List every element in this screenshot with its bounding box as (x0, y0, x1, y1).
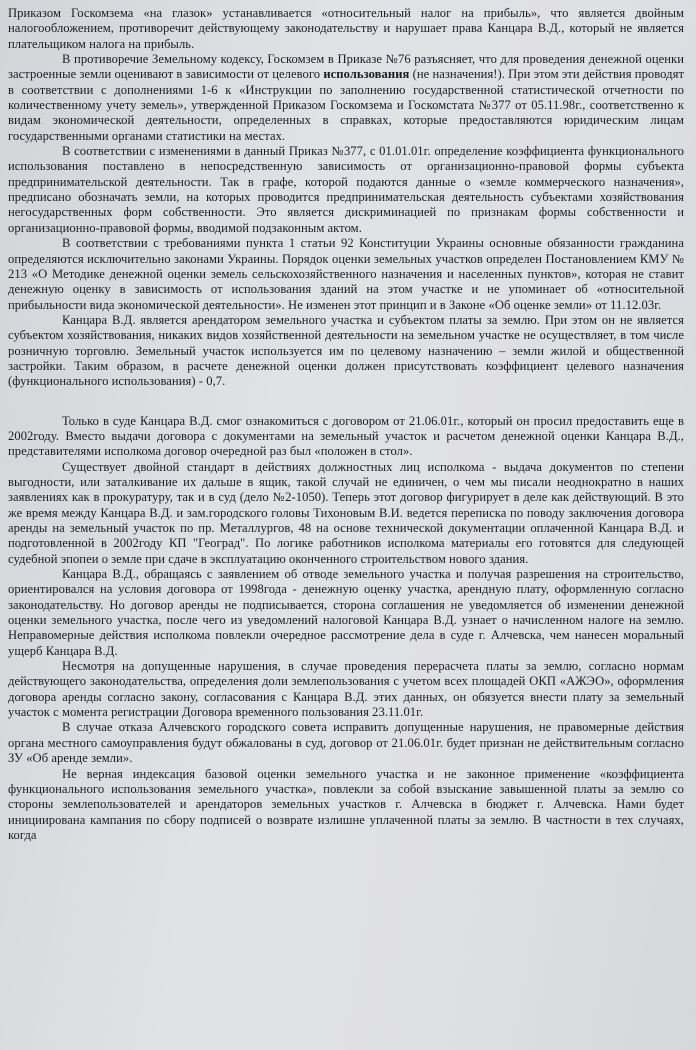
document-body (8, 6, 684, 843)
paragraph-4: В соответствии с требованиями пункта 1 статьи 92 Конституции Украины основные обязанности гражданина определяются исключительно законами Украины. Порядок оценки земельных участков определен Постановлением КМУ № 213 «О Методике денежной оценки земель сельскохозяйственного назначения и населенных пунктов», которая не ставит денежную оценку в зависимость от использования зданий на этом участке и не упоминает об «относительной прибыльности вида экономической деятельности». Не изменен этот принцип и в Законе «Об оценке земли» от 11.12.03г. (8, 236, 684, 312)
paragraph-2-bold-term: использования (323, 67, 410, 82)
paragraph-2 (8, 52, 684, 144)
paragraph-7: Существует двойной стандарт в действиях должностных лиц исполкома - выдача документов по степени выгодности, или заталкивание их дальше в ящик, такой случай не единичен, о чем мы писали неоднократно в наших заявлениях как в прокуратуру, так и в суд (дело №2-1050). Теперь этот договор фигурирует в деле как действующий. В это же время между Канцара В.Д. и зам.городского головы Тихоновым В.И. ведется переписка по поводу заключения договора аренды на земельный участок по пр. Металлургов, 48 на основе технической документации оплаченной Канцара В.Д. и подготовленной в 2002году КП "Геоград". По логике работников исполкома материалы его готовятся для следующей судебной эпопеи о земле при сдаче в эксплуатацию оконченного строительством нового здания. (8, 459, 684, 566)
paragraph-6: Только в суде Канцара В.Д. смог ознакомиться с договором от 21.06.01г., который он просил предоставить еще в 2002году. Вместо выдачи договора с документами на земельный участок и расчетом денежной оценки Канцара В.Д., представителями исполкома договор очередной раз был «положен в стол». (8, 413, 684, 459)
paragraph-9: Несмотря на допущенные нарушения, в случае проведения перерасчета платы за землю, согласно нормам действующего законодательства, определения доли землепользования с учетом всех площадей ОКП «АЖЭО», оформления договора аренды согласно закону, согласования с Канцара В.Д. этих данных, он обязуется внести плату за земельный участок с момента регистрации Договора временного пользования 23.11.01г. (8, 659, 684, 720)
paragraph-2-end: (не назначения!). При этом эти действия проводят в соответствии с дополнениями 1-6 к «Инструкции по заполнению государственной статистической отчетности по количественному учету земель», утвержденной Приказом Госкомзема и Госкомстата №377 от 05.11.98г., соответственно к видам экономической деятельности, определенных в справках, которые предоставляются юридическим лицам государственными органами статистики на местах. (8, 67, 685, 143)
paragraph-8: Канцара В.Д., обращаясь с заявлением об отводе земельного участка и получая разрешения на строительство, ориентировался на условия договора от 1998года - денежную оценку участка, арендную плату, оформленную согласно законодательству. Но договор аренды не подписывается, сторона соглашения не уведомляется об изменении денежной оценки земельного участка, после чего из уведомлений налоговой Канцара В.Д. узнает о начисленном налоге на землю. Неправомерные действия исполкома повлекли очередное рассмотрение дела в суде г. Алчевска, чем нанесен моральный ущерб Канцара В.Д. (8, 567, 684, 658)
paragraph-1: Приказом Госкомзема «на глазок» устанавливается «относительный налог на прибыль», что является двойным налогообложением, противоречит действующему законодательству и нарушает права Канцара В.Д., который не является плательщиком налога на прибыль. (8, 6, 684, 51)
paragraph-2-start: В противоречие Земельному кодексу, Госкомзем в Приказе №76 разъясняет, что для проведения денежной оценки застроенные земли оценивают в зависимости от целевого (8, 52, 684, 82)
paragraph-10: В случае отказа Алчевского городского совета исправить допущенные нарушения, не правомерные действия органа местного самоуправления будут обжалованы в суд, договор от 21.06.01г. будет признан не действительным согласно ЗУ «Об аренде земли». (8, 720, 684, 766)
paragraph-5: Канцара В.Д. является арендатором земельного участка и субъектом платы за землю. При этом он не является субъектом хозяйствования, никаких видов хозяйственной деятельности на земельном участке не осуществляет, в том числе розничную торговлю. Земельный участок используется им по целевому назначению – земли жилой и общественной застройки. Таким образом, в расчете денежной оценки должен присутствовать коэффициент целевого назначения (функционального использования) - 0,7. (8, 312, 684, 389)
paragraph-3: В соответствии с изменениями в данный Приказ №377, с 01.01.01г. определение коэффициента функционального использования поставлено в непосредственную зависимость от организационно-правовой формы субъекта предпринимательской деятельности. Так в графе, которой подаются данные о «земле коммерческого назначения», предписано обозначать земли, на которых проводится предпринимательская деятельность субъектами хозяйствования негосударственных форм собственности. Это является дискриминацией по признакам формы собственности и организационно-правовой формы, вводимой подзаконным актом. (8, 144, 684, 235)
paragraph-spacer (8, 390, 684, 414)
paragraph-11: Не верная индексация базовой оценки земельного участка и не законное применение «коэффициента функционального использования земельного участка», повлекли за собой взыскание завышенной платы за землю со стороны землепользователей и арендаторов земельных участков г. Алчевска в бюджет г. Алчевска. Нами будет инициирована кампания по сбору подписей о возврате излишне уплаченной платы за землю. В частности в тех случаях, когда (8, 766, 684, 842)
